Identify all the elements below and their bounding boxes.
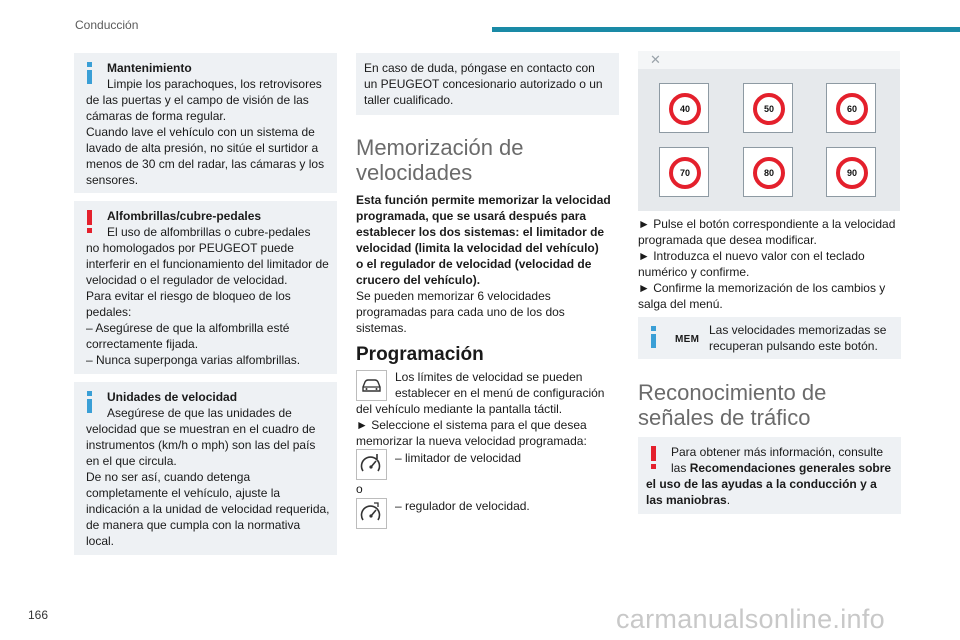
warning-icon bbox=[650, 446, 656, 469]
section-heading-reconocimiento: Reconocimiento de señales de tráfico bbox=[638, 380, 827, 430]
programacion-text: Los límites de velocidad se pueden establecer en el menú de configuración bbox=[395, 370, 605, 400]
page-number: 166 bbox=[28, 608, 49, 622]
info-icon bbox=[650, 326, 656, 348]
speed-button-40[interactable]: 40 bbox=[659, 83, 709, 133]
speed-button-70[interactable]: 70 bbox=[659, 147, 709, 197]
cross-reference-link[interactable]: Recomendaciones generales sobre bbox=[689, 461, 892, 475]
memorizacion-intro: Esta función permite memorizar la velocidad programada, que se usará después para establecer los dos sistemas: el limitador de velocidad (limita la velocidad del vehículo) o el regulador de velocidad (velocidad de crucero del vehículo). Se pueden memorizar 6 velocidades programadas para cada uno de los dos sistemas. bbox=[356, 193, 611, 335]
warning-icon bbox=[86, 210, 92, 233]
speed-button-50[interactable]: 50 bbox=[743, 83, 793, 133]
info-icon bbox=[86, 62, 92, 84]
option-regulador: – regulador de velocidad. bbox=[395, 499, 530, 513]
programacion-text-full: del vehículo mediante la pantalla táctil. ► Seleccione el sistema para el que desea memorizar la nueva velocidad programada: bbox=[356, 402, 587, 448]
steps-list: ► Pulse el botón correspondiente a la velocidad programada que desea modificar. ► Introduzca el nuevo valor con el teclado numérico y confirme. ► Confirme la memorización de los cambios y salga del menú. bbox=[638, 217, 896, 311]
speed-memory-screen bbox=[638, 51, 900, 211]
cruise-control-icon bbox=[356, 498, 387, 529]
note-unidades: Unidades de velocidad Asegúrese de que las unidades de velocidad que se muestran en el cuadro de instrumentos (km/h o mph) son las del país en el que circula. De no ser así, cuando detenga completamente el vehículo, ajuste la indicación a la unidad de velocidad requerida, de manera que cumpla con la normativa local. bbox=[74, 382, 337, 555]
note-duda: En caso de duda, póngase en contacto con un PEUGEOT concesionario autorizado o un taller cualificado. bbox=[356, 53, 619, 115]
section-heading-programacion: Programación bbox=[356, 344, 484, 365]
note-mem: MEM Las velocidades memorizadas se recuperan pulsando este botón. bbox=[638, 317, 901, 359]
vehicle-settings-icon bbox=[356, 370, 387, 401]
speed-button-60[interactable]: 60 bbox=[826, 83, 876, 133]
info-icon bbox=[86, 391, 92, 413]
running-header: Conducción bbox=[75, 18, 139, 32]
note-mantenimiento: Mantenimiento Limpie los parachoques, los retrovisores de las puertas y el campo de visión de las cámaras de forma regular. Cuando lave el vehículo con un sistema de lavado de alta presión, no sitúe el surtidor a menos de 30 cm del radar, las cámaras y los sensores. bbox=[74, 53, 337, 193]
watermark: carmanualsonline.info bbox=[616, 604, 885, 634]
mem-button-icon: MEM bbox=[675, 334, 700, 345]
close-icon[interactable]: ✕ bbox=[650, 52, 661, 67]
note-title: Alfombrillas/cubre-pedales bbox=[107, 209, 262, 223]
speed-limiter-icon bbox=[356, 449, 387, 480]
note-title: Unidades de velocidad bbox=[107, 390, 238, 404]
header-accent-bar bbox=[492, 27, 960, 32]
warning-alfombrillas: Alfombrillas/cubre-pedales El uso de alfombrillas o cubre-pedales no homologados por PEUGEOT puede interferir en el funcionamiento del limitador de velocidad o el regulador de velocidad. Para evitar el riesgo de bloqueo de los pedales: – Asegúrese de que la alfombrilla esté correctamente fijada. – Nunca superponga varias alfombrillas. bbox=[74, 201, 337, 374]
note-title: Mantenimiento bbox=[107, 61, 192, 75]
speed-button-90[interactable]: 90 bbox=[826, 147, 876, 197]
speed-button-80[interactable]: 80 bbox=[743, 147, 793, 197]
option-limitador: – limitador de velocidad bbox=[395, 451, 522, 465]
warning-info: Para obtener más información, consulte las Recomendaciones generales sobre el uso de las ayudas a la conducción y a las maniobras. bbox=[638, 437, 901, 514]
option-or: o bbox=[356, 482, 363, 496]
section-heading-memorizacion: Memorización de velocidades bbox=[356, 135, 524, 185]
